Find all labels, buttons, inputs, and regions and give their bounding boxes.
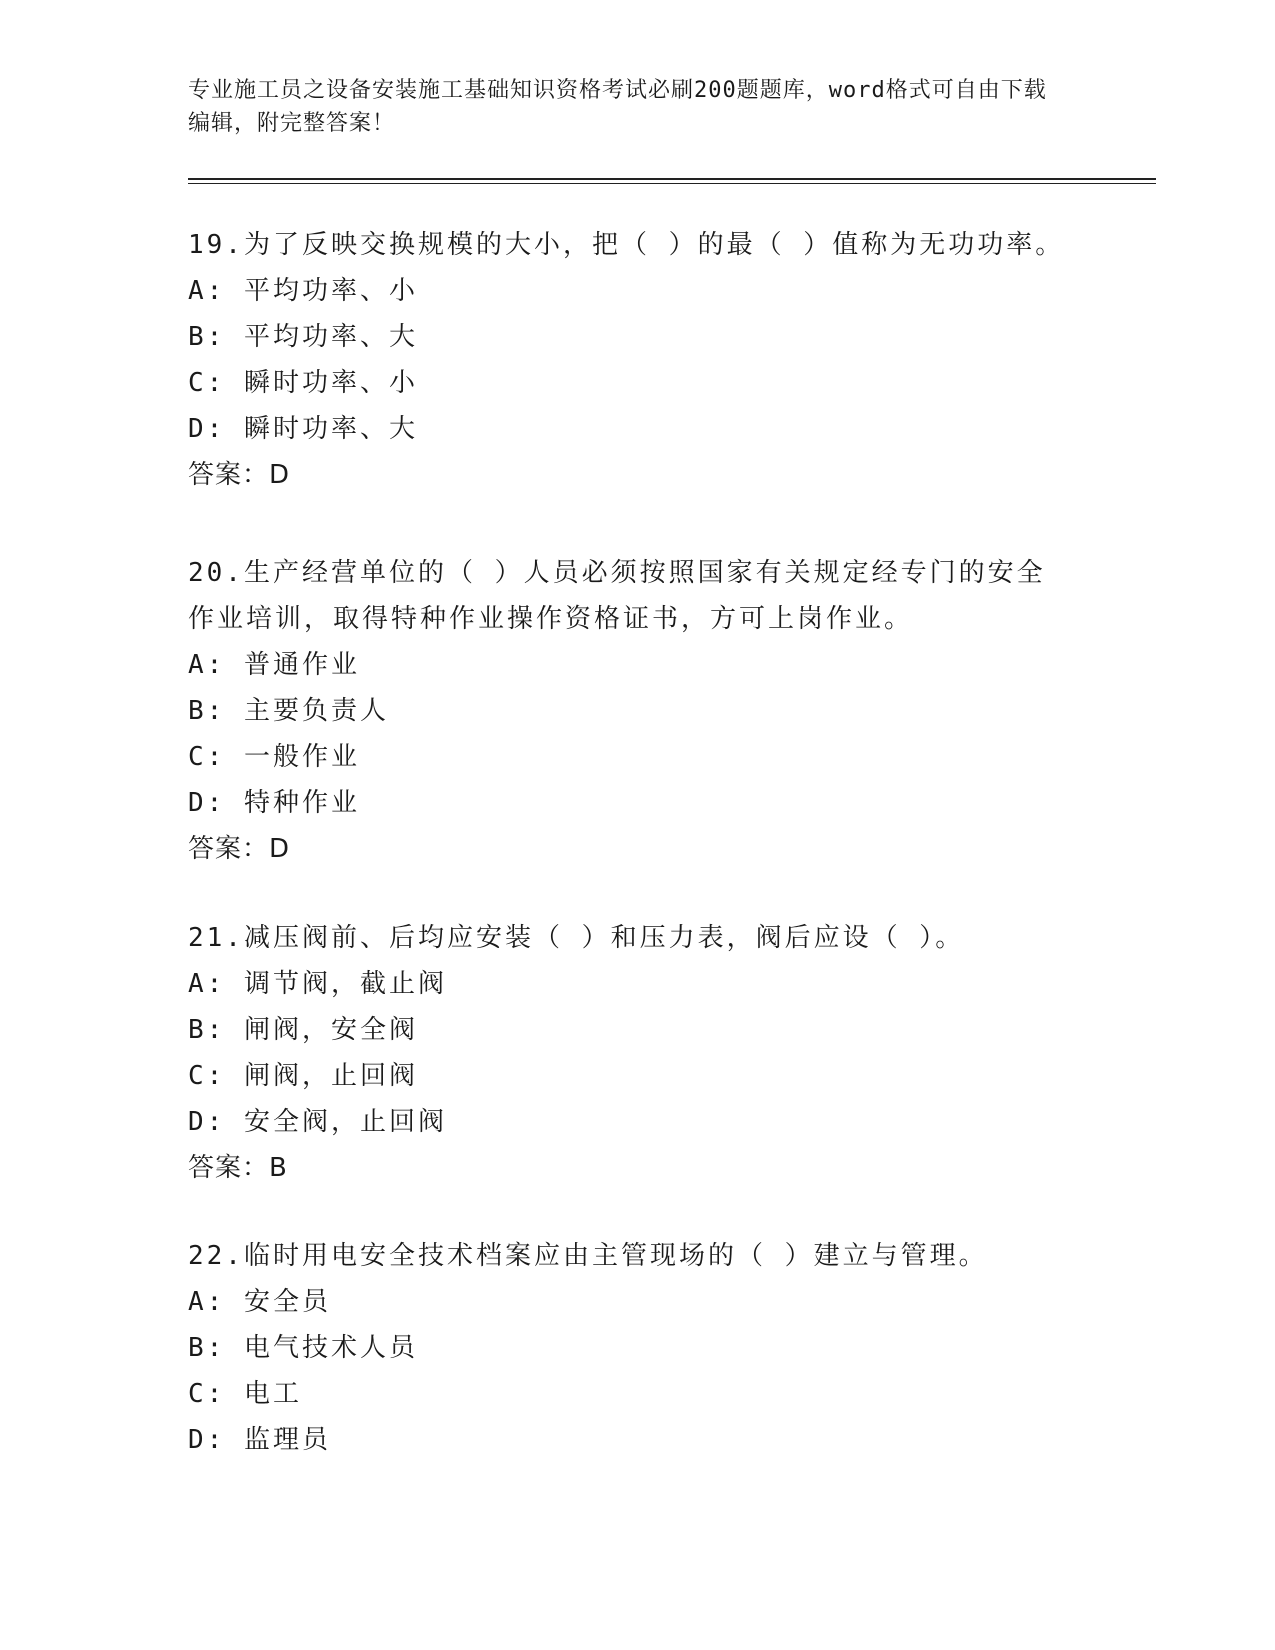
answer-line: 答案：D	[188, 834, 291, 864]
question-20	[188, 550, 1068, 872]
option-d: D: 特种作业	[188, 788, 360, 818]
option-d: D: 监理员	[188, 1425, 331, 1455]
option-b: B: 主要负责人	[188, 696, 389, 726]
document-header: 专业施工员之设备安装施工基础知识资格考试必刷200题题库，word格式可自由下载编辑，附完整答案！	[188, 78, 1047, 136]
option-a: A: 安全员	[188, 1287, 331, 1317]
option-b: B: 闸阀，安全阀	[188, 1015, 418, 1045]
header-divider-thin	[188, 183, 1156, 184]
option-d: D: 安全阀，止回阀	[188, 1107, 447, 1137]
question-stem: 19.为了反映交换规模的大小，把（ ）的最（ ）值称为无功功率。	[188, 230, 1065, 260]
option-c: C: 闸阀，止回阀	[188, 1061, 418, 1091]
option-c: C: 电工	[188, 1379, 302, 1409]
question-22	[188, 1233, 1068, 1463]
option-b: B: 平均功率、大	[188, 322, 418, 352]
option-b: B: 电气技术人员	[188, 1333, 418, 1363]
question-21	[188, 915, 1068, 1191]
header-divider-thick	[188, 178, 1156, 180]
question-19	[188, 222, 1068, 498]
option-a: A: 平均功率、小	[188, 276, 418, 306]
option-a: A: 普通作业	[188, 650, 360, 680]
option-c: C: 瞬时功率、小	[188, 368, 418, 398]
question-stem: 21.减压阀前、后均应安装（ ）和压力表，阀后应设（ ）。	[188, 923, 965, 953]
answer-line: 答案：B	[188, 1153, 288, 1183]
option-d: D: 瞬时功率、大	[188, 414, 418, 444]
question-stem: 20.生产经营单位的（ ）人员必须按照国家有关规定经专门的安全作业培训，取得特种作业操作资格证书，方可上岗作业。	[188, 558, 1046, 634]
option-c: C: 一般作业	[188, 742, 360, 772]
question-stem: 22.临时用电安全技术档案应由主管现场的（ ）建立与管理。	[188, 1241, 988, 1271]
answer-line: 答案：D	[188, 460, 291, 490]
option-a: A: 调节阀，截止阀	[188, 969, 447, 999]
